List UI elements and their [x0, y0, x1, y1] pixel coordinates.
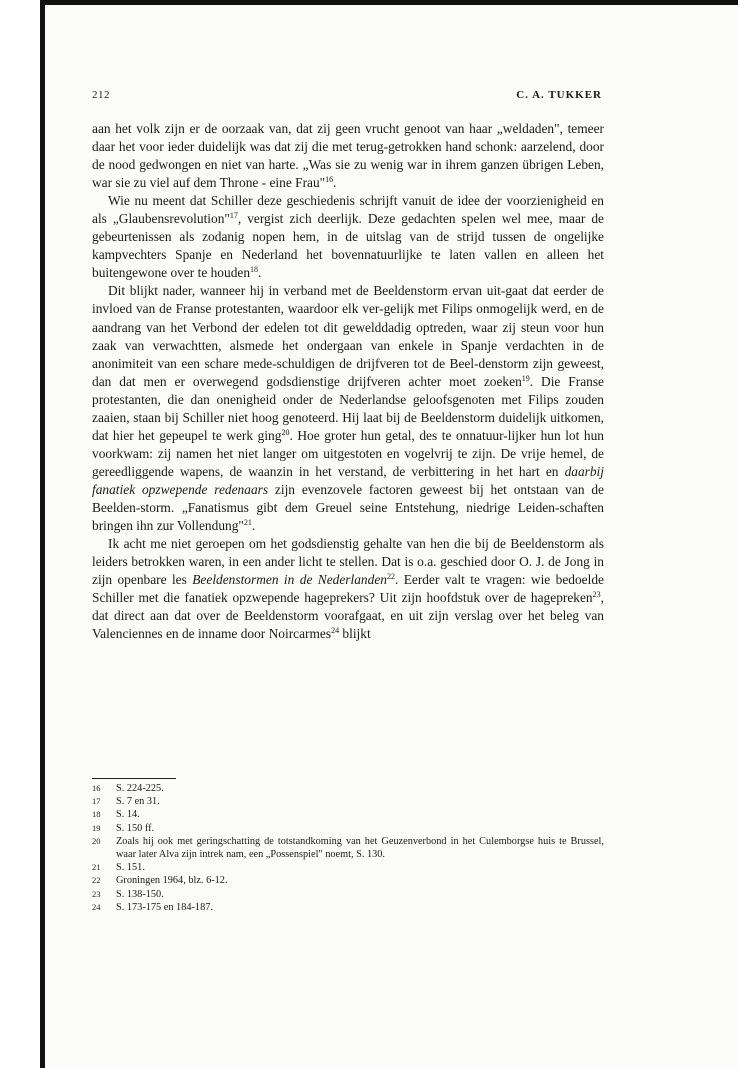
footnote-ref-16[interactable]: 16 — [325, 175, 334, 185]
footnote-ref-20[interactable]: 20 — [281, 427, 290, 437]
footnote-ref-18[interactable]: 18 — [250, 265, 259, 275]
paragraph-1: aan het volk zijn er de oorzaak van, dat zij geen vrucht genoot van haar „weldaden", temeer daar het voor ieder duidelijk was dat zij die met terug-getrokken hand schonk: aarzelend, door de nood gedwongen en niet van harte. „Was sie zu wenig war in ihrem ganzen übrigen Leben, war sie zu viel auf dem Throne - eine Frau"$^{16}$. — [92, 121, 604, 191]
footnote-text: S. 138-150. — [116, 888, 164, 900]
footnote-ref-21[interactable]: 21 — [243, 518, 252, 528]
footnote-number: 21 — [92, 862, 101, 873]
footnote-ref-19[interactable]: 19 — [521, 373, 530, 383]
page-number: 212 — [92, 89, 110, 101]
footnote-text: S. 7 en 31. — [116, 796, 160, 808]
footnote-text: Zoals hij ook met geringschatting de totstandkoming van het Geuzenverbond in het Culemborgse huis te Brussel, waar later Alva zijn intrek nam, een „Possenspiel" noemt, S. 130. — [116, 835, 604, 861]
footnote-number: 24 — [92, 901, 101, 912]
footnote-ref-24[interactable]: 24 — [331, 626, 340, 636]
footnote — [92, 901, 604, 914]
footnotes — [92, 782, 604, 914]
running-head-author: C. A. TUKKER — [516, 89, 602, 101]
footnote — [92, 888, 604, 901]
footnote-text: S. 150 ff. — [116, 822, 155, 834]
footnote-text: S. 151. — [116, 862, 145, 874]
footnote — [92, 808, 604, 821]
footnote-number: 17 — [92, 796, 101, 807]
paragraph-3: Dit blijkt nader, wanneer hij in verband met de Beeldenstorm ervan uit-gaat dat eerder de invloed van de Franse protestanten, waardoor elk ver-gelijk met Filips onmogelijk werd, en de aandrang van het Verbond der edelen tot dit gewelddadig optreden, waar zij steun voor hun zaak van verwachtten, alsmede het ondergaan van enkele in Spanje verdachten in de anonimiteit van een schare mede-schuldigen de drijfveren tot de Beel-denstorm zijn geweest, dan dat men er overwegend godsdienstige drijfveren achter moet zoeken$^{19}$. Die Franse protestanten, die dan onenigheid onder de Nederlandse geloofsgenoten met Filips zouden zaaien, staan bij Schiller niet hoog genoteerd. Hij laat bij de Beeldenstorm duidelijk uitkomen, dat hier het gepeupel te werk ging$^{20}$. Hoe groter hun getal, des te onnatuur-lijker hun lot hun voorkwam: zij namen het niet langer om uitgestoten en vogelvrij te zijn. De vrije hemel, de gereedliggende wapens, de waanzin in het verstand, de verbittering in het hart en daarbij fanatiek opzwepende redenaars zijn evenzovele factoren geweest bij het ontstaan van de Beelden-storm. „Fanatismus gibt dem Greuel seine Entstehung, niedrige Leiden-schaften bringen ihn zur Vollendung"$^{21}$. — [92, 283, 605, 534]
footnote-number: 23 — [92, 888, 101, 899]
footnote — [92, 835, 604, 861]
footnote-text: S. 224-225. — [116, 783, 164, 794]
paragraph-4: Ik acht me niet geroepen om het godsdienstig gehalte van hen die bij de Beeldenstorm als leiders betrokken waren, in een ander licht te stellen. Dat is o.a. geschied door O. J. de Jong in zijn openbare les Beeldenstormen in de Nederlanden$^{22}$. Eerder valt te vragen: wie bedoelde Schiller met die fanatiek opzwepende hageprekers? Uit zijn hoofdstuk over de hagepreken$^{23}$, dat direct aan dat over de Beeldenstorm voorafgaat, en uit zijn verslag over het beleg van Valenciennes en de inname door Noircarmes$^{24}$ blijkt — [92, 536, 604, 642]
footnote-ref-17[interactable]: 17 — [229, 211, 238, 221]
footnote — [92, 782, 604, 795]
footnote-ref-22[interactable]: 22 — [386, 572, 395, 582]
body-text — [92, 120, 604, 643]
footnote — [92, 822, 604, 835]
footnote-number: 18 — [92, 809, 101, 820]
footnote-number: 19 — [92, 822, 101, 833]
footnote — [92, 874, 604, 887]
footnote-number: 16 — [92, 783, 101, 793]
italic-title: Beeldenstormen in de Nederlanden — [192, 572, 387, 588]
footnote-number: 20 — [92, 835, 101, 846]
footnote-ref-23[interactable]: 23 — [592, 590, 601, 600]
footnote-text: Groningen 1964, blz. 6-12. — [116, 875, 228, 887]
footnote-text: S. 173-175 en 184-187. — [116, 901, 213, 913]
footnote-separator — [92, 778, 176, 779]
footnote-number: 22 — [92, 875, 101, 886]
paragraph-2: Wie nu meent dat Schiller deze geschiedenis schrijft vanuit de idee der voorzienigheid en als „Glaubensrevolution"$^{17}$, vergist zich deerlijk. Deze gedachten spelen wel mee, maar de gebeurtenissen als zodanig nopen hem, in de uitslag van de strijd tussen de ongelijke kampvechters Spanje en Nederland het bovennatuurlijke te laten vallen en alleen het buitengewone over te houden$^{18}$. — [92, 193, 604, 281]
footnote-text: S. 14. — [116, 809, 140, 821]
italic-phrase: daarbij fanatiek opzwepende redenaars — [92, 463, 604, 497]
footnote — [92, 861, 604, 874]
footnote — [92, 795, 604, 808]
